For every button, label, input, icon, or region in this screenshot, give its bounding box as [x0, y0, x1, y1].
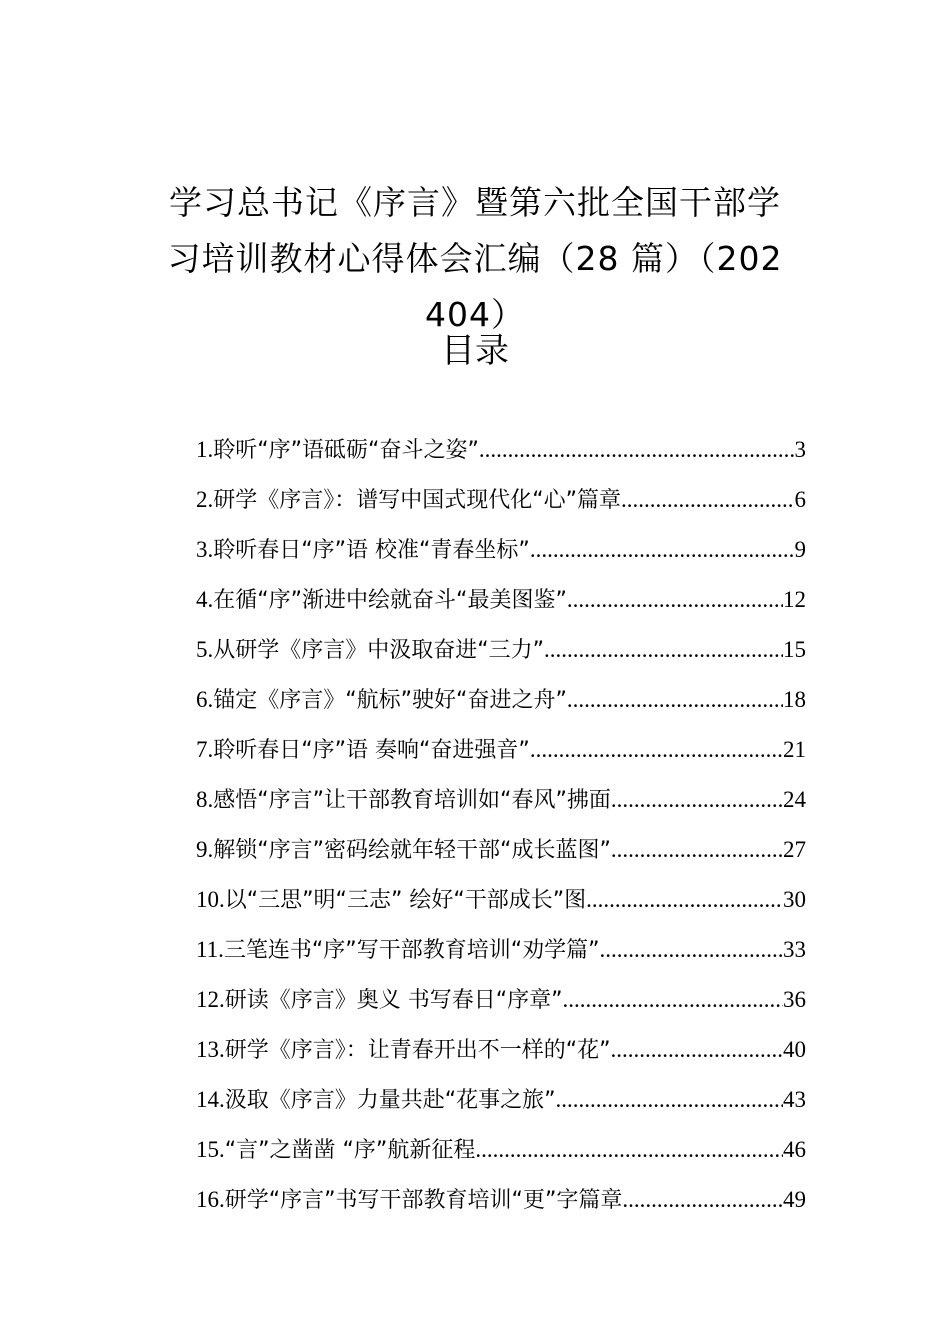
toc-entry[interactable]	[196, 628, 806, 678]
toc-entry-title[interactable]: 聆听春日“序”语 奏响“奋进强音”	[213, 738, 530, 763]
toc-entry-number: 6.	[196, 687, 214, 712]
toc-dot-leader	[621, 478, 794, 522]
toc-dot-leader	[567, 678, 783, 722]
table-of-contents	[196, 428, 806, 1228]
toc-entry-title[interactable]: 汲取《序言》力量共赴“花事之旅”	[224, 1088, 556, 1113]
toc-dot-leader	[611, 828, 783, 872]
toc-heading: 目录	[441, 331, 509, 371]
toc-entry-page[interactable]: 18	[783, 687, 806, 712]
toc-entry-page[interactable]: 24	[783, 787, 806, 812]
toc-dot-leader	[586, 878, 783, 922]
toc-entry-number: 5.	[196, 637, 214, 662]
toc-entry-title[interactable]: 研读《序言》奥义 书写春日“序章”	[224, 988, 563, 1013]
toc-entry[interactable]	[196, 878, 806, 928]
document-title	[130, 175, 820, 343]
toc-entry-number: 14.	[196, 1087, 225, 1112]
toc-dot-leader	[530, 528, 795, 572]
toc-entry[interactable]	[196, 1178, 806, 1228]
toc-entry-page[interactable]: 15	[783, 637, 806, 662]
title-line-3: 404）	[425, 295, 525, 334]
toc-entry-number: 9.	[196, 837, 214, 862]
toc-entry-page[interactable]: 6	[794, 487, 806, 512]
toc-entry[interactable]	[196, 528, 806, 578]
toc-entry[interactable]	[196, 578, 806, 628]
toc-entry[interactable]	[196, 478, 806, 528]
toc-entry[interactable]	[196, 778, 806, 828]
toc-dot-leader	[600, 928, 784, 972]
toc-entry-number: 3.	[196, 537, 214, 562]
title-line-1: 学习总书记《序言》暨第六批全国干部学	[169, 183, 781, 222]
toc-entry-title[interactable]: “言”之凿凿 “序”航新征程	[224, 1138, 476, 1163]
toc-entry-number: 8.	[196, 787, 214, 812]
toc-entry-number: 12.	[196, 987, 225, 1012]
toc-entry[interactable]	[196, 428, 806, 478]
toc-entry-number: 16.	[196, 1187, 225, 1212]
toc-entry[interactable]	[196, 928, 806, 978]
toc-dot-leader	[479, 428, 795, 472]
toc-entry-number: 11.	[196, 937, 224, 962]
toc-entry-page[interactable]: 12	[783, 587, 806, 612]
toc-entry[interactable]	[196, 1078, 806, 1128]
toc-entry[interactable]	[196, 828, 806, 878]
toc-entry-page[interactable]: 36	[783, 987, 806, 1012]
toc-entry-page[interactable]: 43	[783, 1087, 806, 1112]
title-line-2: 习培训教材心得体会汇编（28 篇）（202	[167, 239, 783, 278]
toc-dot-leader	[567, 578, 783, 622]
toc-dot-leader	[611, 778, 783, 822]
toc-dot-leader	[622, 1178, 783, 1222]
toc-entry-title[interactable]: 三笔连书“序”写干部教育培训“劝学篇”	[223, 938, 600, 963]
toc-entry[interactable]	[196, 1128, 806, 1178]
toc-entry-page[interactable]: 9	[794, 537, 806, 562]
toc-entry-number: 7.	[196, 737, 214, 762]
toc-entry-title[interactable]: 感悟“序言”让干部教育培训如“春风”拂面	[213, 788, 611, 813]
toc-entry-title[interactable]: 在循“序”渐进中绘就奋斗“最美图鉴”	[213, 588, 567, 613]
toc-entry-page[interactable]: 49	[783, 1187, 806, 1212]
toc-entry-page[interactable]: 46	[783, 1137, 806, 1162]
toc-entry-title[interactable]: 聆听“序”语砥砺“奋斗之姿”	[213, 438, 479, 463]
toc-entry-page[interactable]: 21	[783, 737, 806, 762]
toc-entry-page[interactable]: 27	[783, 837, 806, 862]
toc-dot-leader	[563, 978, 783, 1022]
toc-dot-leader	[611, 1028, 783, 1072]
toc-entry[interactable]	[196, 1028, 806, 1078]
toc-entry-title[interactable]: 从研学《序言》中汲取奋进“三力”	[213, 638, 545, 663]
toc-entry-title[interactable]: 以“三思”明“三志” 绘好“干部成长”图	[224, 888, 587, 913]
toc-entry-number: 15.	[196, 1137, 225, 1162]
toc-entry-title[interactable]: 解锁“序言”密码绘就年轻干部“成长蓝图”	[213, 838, 611, 863]
toc-dot-leader	[475, 1128, 783, 1172]
toc-entry-number: 10.	[196, 887, 225, 912]
toc-dot-leader	[544, 628, 783, 672]
toc-entry-page[interactable]: 40	[783, 1037, 806, 1062]
toc-entry-title[interactable]: 研学《序言》：谱写中国式现代化“心”篇章	[213, 488, 622, 513]
toc-dot-leader	[530, 728, 783, 772]
toc-entry[interactable]	[196, 678, 806, 728]
toc-entry-page[interactable]: 30	[783, 887, 806, 912]
toc-entry-page[interactable]: 3	[794, 437, 806, 462]
toc-entry-number: 2.	[196, 487, 214, 512]
toc-entry-title[interactable]: 锚定《序言》“航标”驶好“奋进之舟”	[213, 688, 567, 713]
toc-entry-number: 1.	[196, 437, 214, 462]
toc-entry-number: 4.	[196, 587, 214, 612]
toc-entry[interactable]	[196, 728, 806, 778]
toc-entry[interactable]	[196, 978, 806, 1028]
toc-entry-title[interactable]: 聆听春日“序”语 校准“青春坐标”	[213, 538, 530, 563]
toc-dot-leader	[556, 1078, 783, 1122]
toc-entry-number: 13.	[196, 1037, 225, 1062]
toc-entry-title[interactable]: 研学《序言》：让青春开出不一样的“花”	[224, 1038, 611, 1063]
toc-entry-page[interactable]: 33	[783, 937, 806, 962]
toc-entry-title[interactable]: 研学“序言”书写干部教育培训“更”字篇章	[224, 1188, 623, 1213]
